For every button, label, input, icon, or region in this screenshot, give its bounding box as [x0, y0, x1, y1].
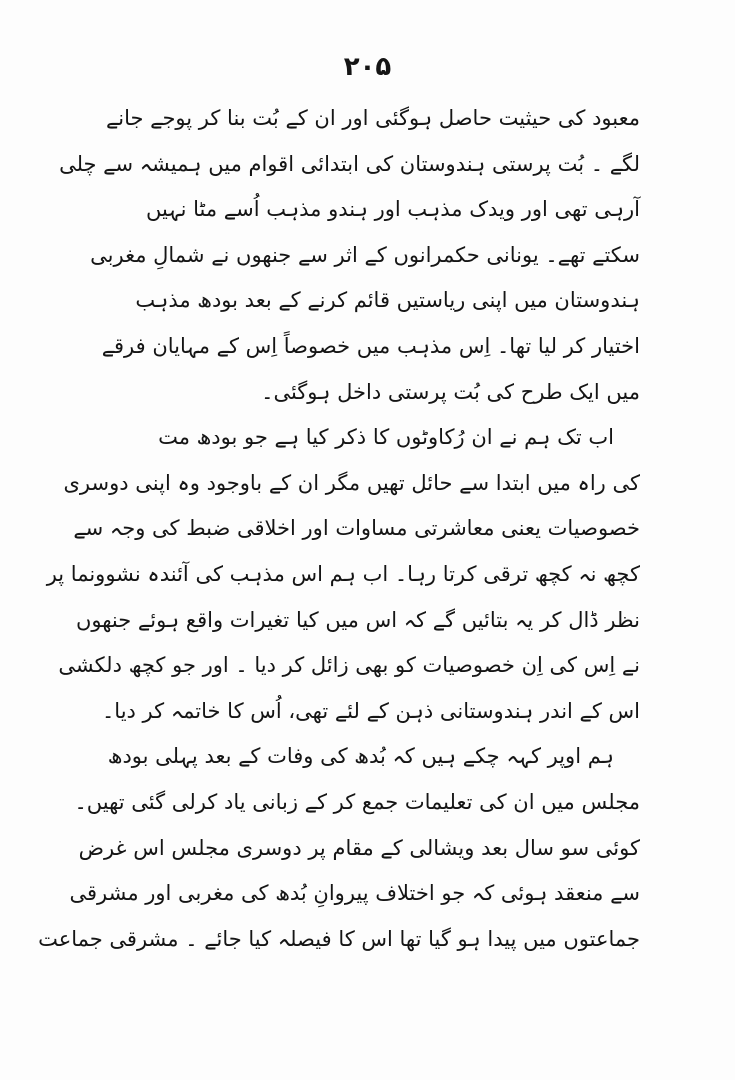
paragraph-start-line: اب تک ہم نے ان رُکاوٹوں کا ذکر کیا ہے جو بودھ مت — [158, 425, 614, 450]
text-line: لگے ۔ بُت پرستی ہندوستان کی ابتدائی اقوام میں ہمیشہ سے چلی — [59, 151, 640, 176]
text-line: سکتے تھے۔ یونانی حکمرانوں کے اثر سے جنھوں نے شمالِ مغربی — [90, 242, 640, 267]
text-line: خصوصیات یعنی معاشرتی مساوات اور اخلاقی ضبط کی وجہ سے — [73, 516, 640, 541]
text-line: مجلس میں ان کی تعلیمات جمع کر کے زبانی یاد کرلی گئی تھیں۔ — [74, 789, 640, 814]
page-number: ۲۰۵ — [343, 52, 392, 82]
paragraph-start-line: ہم اوپر کہہ چکے ہیں کہ بُدھ کی وفات کے بعد پہلی بودھ — [107, 744, 614, 769]
text-line: اس کے اندر ہندوستانی ذہن کے لئے تھی، اُس کا خاتمہ کر دیا۔ — [101, 698, 640, 723]
text-line: معبود کی حیثیت حاصل ہوگئی اور ان کے بُت بنا کر پوجے جانے — [105, 106, 640, 130]
text-line: کچھ نہ کچھ ترقی کرتا رہا۔ اب ہم اس مذہب کی آئندہ نشوونما پر — [46, 561, 640, 586]
text-line: آرہی تھی اور ویدک مذہب اور ہندو مذہب اُسے مٹا نہیں — [146, 197, 640, 222]
text-line: میں ایک طرح کی بُت پرستی داخل ہوگئی۔ — [261, 379, 640, 404]
body-text — [38, 96, 640, 962]
text-line: نے اِس کی اِن خصوصیات کو بھی زائل کر دیا ۔ اور جو کچھ دلکشی — [58, 653, 640, 678]
text-line: سے منعقد ہوئی کہ جو اختلاف پیروانِ بُدھ کی مغربی اور مشرقی — [69, 881, 640, 906]
text-line: اختیار کر لیا تھا۔ اِس مذہب میں خصوصاً اِس کے مہایان فرقے — [101, 333, 640, 358]
text-line: جماعتوں میں پیدا ہو گیا تھا اس کا فیصلہ کیا جائے ۔ مشرقی جماعت — [38, 926, 640, 951]
text-line: ہندوستان میں اپنی ریاستیں قائم کرنے کے بعد بودھ مذہب — [135, 288, 640, 313]
text-line: کی راہ میں ابتدا سے حائل تھیں مگر ان کے باوجود وہ اپنی دوسری — [63, 470, 640, 495]
text-line: نظر ڈال کر یہ بتائیں گے کہ اس میں کیا تغیرات واقع ہوئے جنھوں — [75, 607, 640, 632]
text-line: کوئی سو سال بعد ویشالی کے مقام پر دوسری مجلس اس غرض — [78, 835, 640, 860]
